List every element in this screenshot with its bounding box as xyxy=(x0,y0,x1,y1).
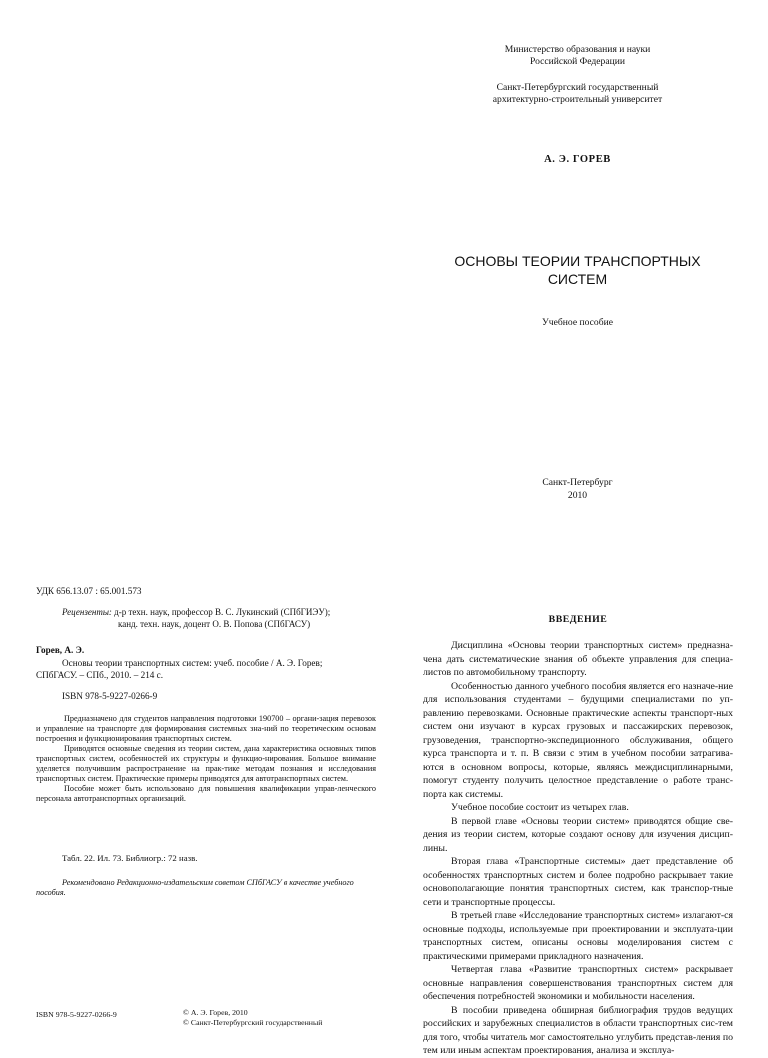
city-year xyxy=(440,477,715,502)
annotation-paragraph: Приводятся основные сведения из теории систем, дана характеристика основных типов транспортных систем, особенностей их структуры и функцио-нирования. Большое внимание уделяется получившим распространение на прак-тике методам познания и исследования транспортных систем. Практические примеры приводятся для автотранспортных систем. xyxy=(36,744,376,783)
intro-paragraph: Учебное пособие состоит из четырех глав. xyxy=(451,802,629,813)
udk: УДК 656.13.07 : 65.001.573 xyxy=(36,586,142,596)
ministry-block xyxy=(440,44,715,68)
reviewers xyxy=(62,606,382,630)
bibliographic-record xyxy=(36,644,376,682)
intro-paragraph: В третьей главе «Исследование транспортных систем» излагают-ся основные подходы, используемые при проектировании и эксплуата-ции транспортных систем, описаны основы моделирования систем с практическими примерами прикладного назначения. xyxy=(423,910,733,962)
ministry-line: Министерство образования и науки xyxy=(504,44,651,55)
university-line: архитектурно-строительный университет xyxy=(492,94,663,105)
intro-paragraph: В пособии приведена обширная библиография трудов ведущих российских и зарубежных специалистов в области транспортных сис-тем для того, чтобы читатель мог самостоятельно углубить представ-ления по тем или иным аспектам проектирования, анализа и эксплуа- xyxy=(423,1004,733,1056)
bib-line-2: СПбГАСУ. – СПб., 2010. – 214 с. xyxy=(36,670,164,680)
book-title-line: СИСТЕМ xyxy=(547,271,608,287)
intro-text xyxy=(423,639,733,1056)
stats: Табл. 22. Ил. 73. Библиогр.: 72 назв. xyxy=(62,853,198,863)
book-title xyxy=(425,252,730,288)
author-name: А. Э. ГОРЕВ xyxy=(544,154,611,165)
intro-paragraph: Дисциплина «Основы теории транспортных систем» предназна-чена дать систематические знания об объекте управления для специа-листов по автомобильному транспорту. xyxy=(423,640,733,678)
annotation-paragraph: Пособие может быть использовано для повышения квалификации управ-ленческого персонала автотранспортных организаций. xyxy=(36,784,376,803)
intro-heading: ВВЕДЕНИЕ xyxy=(548,614,608,625)
annotation-paragraph: Предназначено для студентов направления подготовки 190700 – органи-зация перевозок и управление на транспорте для формирования системных зна-ний по теоретическим основам построения и функционирования транспортных систем. xyxy=(36,714,376,743)
copyright-line: © А. Э. Горев, 2010 xyxy=(183,1008,248,1017)
copyright-line: © Санкт-Петербургский государственный xyxy=(183,1018,323,1027)
isbn: ISBN 978-5-9227-0266-9 xyxy=(62,691,158,701)
book-subtitle: Учебное пособие xyxy=(542,317,613,328)
reviewer-1: д-р техн. наук, профессор В. С. Лукинский (СПбГИЭУ); xyxy=(111,607,331,617)
reviewers-label: Рецензенты: xyxy=(62,607,112,617)
recommended: Рекомендовано Редакционно-издательским советом СПбГАСУ в качестве учебного пособия. xyxy=(36,878,354,897)
intro-paragraph: В первой главе «Основы теории систем» приводятся общие све-дения из теории систем, которые создают основу для изучения дисцип-лины. xyxy=(423,815,733,854)
copyright xyxy=(183,1008,383,1028)
city: Санкт-Петербург xyxy=(542,477,613,488)
intro-paragraph: Особенностью данного учебного пособия является его назначе-ние для использования студентами – будущими специалистами по уп-равлению перевозками. Основные практические аспекты транспорт-ных систем они изучают в курсах грузовых и пассажирских перевозок, грузоведения, транспортно-экспедиционного обслуживания, общего курса транспорта и т. п. В связи с этим в учебном пособии затрагива-ются в основном вопросы, которые, являясь междисциплинарными, помогут студенту получить целостное представление о работе транс-порта как системы. xyxy=(423,680,733,800)
university-block xyxy=(440,82,715,106)
year: 2010 xyxy=(567,489,588,501)
bottom-isbn: ISBN 978-5-9227-0266-9 xyxy=(36,1010,117,1019)
university-line: Санкт-Петербургский государственный xyxy=(496,82,659,93)
author-heading: Горев, А. Э. xyxy=(36,645,85,655)
book-title-line: ОСНОВЫ ТЕОРИИ ТРАНСПОРТНЫХ xyxy=(454,253,701,269)
reviewer-2: канд. техн. наук, доцент О. В. Попова (СПбГАСУ) xyxy=(118,619,311,629)
bib-line-1: Основы теории транспортных систем: учеб. пособие / А. Э. Горев; xyxy=(62,657,323,668)
ministry-line: Российской Федерации xyxy=(530,56,625,67)
intro-paragraph: Четвертая глава «Развитие транспортных систем» раскрывает основные направления совершенствования транспортных систем для обеспечения потребностей экономики и мобильности населения. xyxy=(423,964,733,1002)
annotation xyxy=(36,714,376,804)
intro-paragraph: Вторая глава «Транспортные системы» дает представление об особенностях транспортных систем и более подробно раскрывает такие основополагающие понятия транспортных систем, как транспор-тные сети и транспортные процессы. xyxy=(423,856,733,908)
